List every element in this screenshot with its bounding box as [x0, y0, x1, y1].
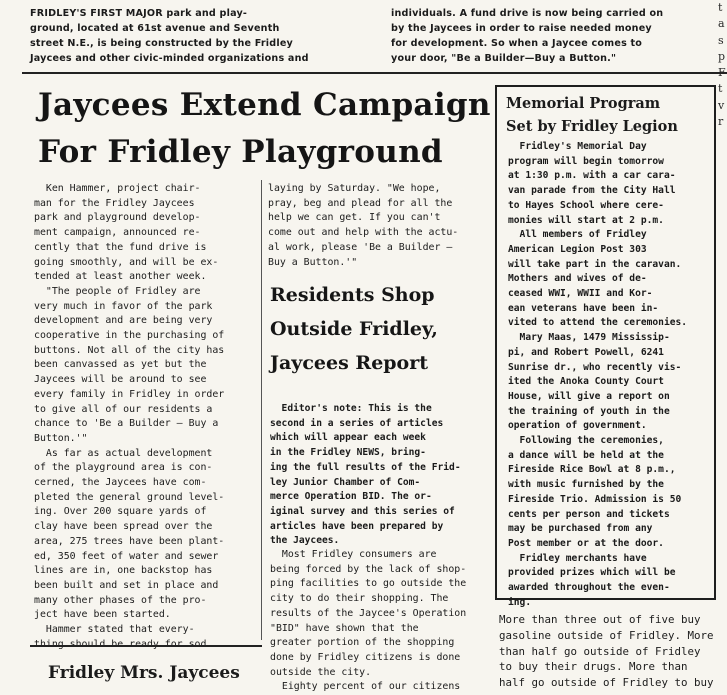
- photo-caption-right: individuals. A fund drive is now being carried on by the Jaycees in order to raise needed money for development. So when a Jaycee comes to your door, "Be a Builder—Buy a Button.": [391, 8, 664, 64]
- memorial-program-headline: Memorial Program Set by Fridley Legion: [506, 95, 678, 135]
- bottom-divider: [30, 645, 262, 647]
- residents-shop-headline: Residents Shop Outside Fridley, Jaycees Report: [270, 284, 438, 374]
- right-edge-text-fragments: t a s p t v r: [718, 1, 726, 129]
- memorial-program-text: Fridley's Memorial Day program will begin tomorrow at 1:30 p.m. with a car cara- van parade from the City Hall to Hayes School where cere- monies will start at 2 p.m. All members of Fridley American Legion Post 303 will take part in the caravan. Mothers and wives of de- ceased WWI, WWII and Kor- ean veterans have been in- vited to attend the ceremonies. Mary Maas, 1479 Mississip- pi, and Robert Powell, 6241 Sunrise dr., who recently vis- ited the Anoka County Court House, will give a report on the training of youth in the operation of government. Following the ceremonies, a dance will be held at the Fireside Rice Bowl at 8 p.m., with music furnished by the Fireside Trio. Admission is 50 cents per person and tickets may be purchased from any Post member or at the door. Fridley merchants have provided prizes which will be awarded throughout the even- ing.: [508, 141, 688, 608]
- column-divider-1: [261, 180, 262, 640]
- memorial-program-box: [495, 85, 716, 608]
- main-headline: Jaycees Extend Campaign For Fridley Playground: [38, 87, 491, 170]
- shopping-stats-continuation: More than three out of five buy gasoline outside of Fridley. More than half go outside of Fridley to buy their drugs. More than half go outside of Fridley to buy: [499, 613, 714, 690]
- editors-note: Editor's note: This is the second in a series of articles which will appear each week in the Fridley NEWS, bring- ing the full results of the Frid- ley Junior Chamber of Com- merce Operation BID. The or- iginal survey and this series of articles have been prepared by the Jaycees.: [270, 403, 461, 547]
- photo-caption-left: FRIDLEY'S FIRST MAJOR park and play- ground, located at 61st avenue and Seventh street N.E., is being constructed by the Fridley Jaycees and other civic-minded organizations and: [30, 8, 309, 64]
- article-column-1: Ken Hammer, project chair- man for the Fridley Jaycees park and playground develop- ment campaign, announced re- cently that the fund drive is going smoothly, and will be ex- tended at least another week. "The people of Fridley are very much in favor of the park development and are being very cooperative in the purchasing of buttons. Not all of the city has been canvassed as yet but the Jaycees will be around to see every family in Fridley in order to give all of our residents a chance to 'Be a Builder — Buy a Button.'" As far as actual development of the playground area is con- cerned, the Jaycees have com- pleted the general ground level- ing. Over 200 square yards of clay have been spread over the area, 275 trees have been plant- ed, 350 feet of water and sewer lines are in, one backstop has been built and set in place and many other phases of the pro- ject have been started. Hammer stated that every-: [34, 183, 225, 636]
- article-column-2-continuation: laying by Saturday. "We hope, pray, beg and plead for all the help we can get. If you can't come out and help with the actu- al work, please 'Be a Builder — Buy a Button.'": [268, 183, 459, 268]
- residents-shop-body: Most Fridley consumers are being forced by the lack of shop- ping facilities to go outside the city to do their shopping. The results of the Jaycee's Operation "BID" have shown that the greater portion of the shopping done by Fridley citizens is done outside the city. Eighty percent of our citizens: [270, 549, 467, 693]
- caption-divider: [22, 72, 727, 74]
- fridley-mrs-jaycees-headline: Fridley Mrs. Jaycees: [48, 663, 240, 683]
